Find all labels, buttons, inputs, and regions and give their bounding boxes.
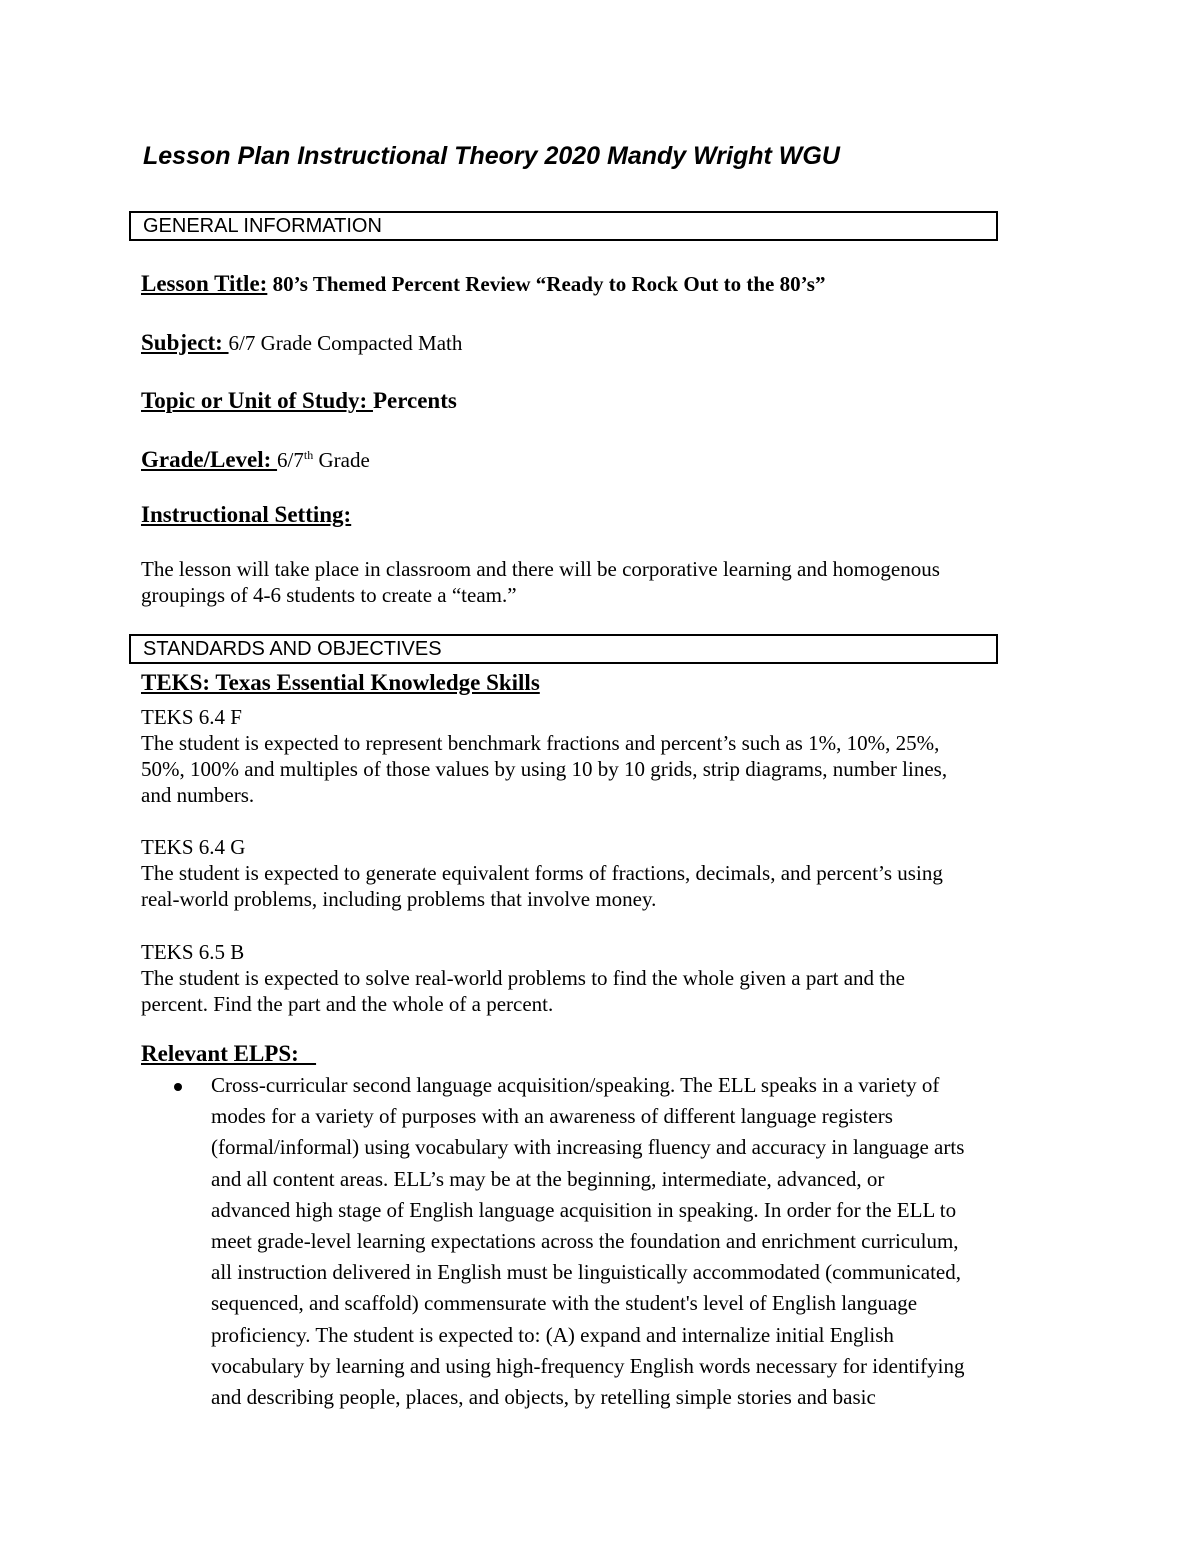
teks-code: TEKS 6.4 F [141,705,242,729]
paragraph-line: (formal/informal) using vocabulary with increasing fluency and accuracy in language arts [211,1135,965,1160]
instructional-setting-label: Instructional Setting: [141,502,352,527]
teks-standard-6-4-f [141,704,947,808]
topic-label: Topic or Unit of Study: [141,388,373,413]
grade-level-value [277,448,370,472]
paragraph-line: The student is expected to represent benchmark fractions and percent’s such as 1%, 10%, 25%, [141,731,940,755]
instructional-setting-text [141,556,940,608]
paragraph-line: all instruction delivered in English must be linguistically accommodated (communicated, [211,1260,961,1285]
section-header-general-information [129,211,998,241]
paragraph-line: sequenced, and scaffold) commensurate with the student's level of English language [211,1291,918,1316]
topic-value: Percents [372,388,457,413]
section-header-label: STANDARDS AND OBJECTIVES [143,638,442,660]
lesson-title-field [141,271,825,297]
teks-standard-6-5-b [141,939,905,1017]
lesson-title-value: 80’s Themed Percent Review “Ready to Rock Out to the 80’s” [272,272,826,296]
paragraph-line: meet grade-level learning expectations across the foundation and enrichment curriculum, [211,1229,959,1254]
instructional-setting-field [141,502,351,528]
grade-level-number: 6/7 [277,448,304,472]
grade-level-superscript: th [303,448,314,462]
elps-item-text [211,1070,964,1413]
paragraph-line: and describing people, places, and objects, by retelling simple stories and basic [211,1385,876,1410]
teks-standard-6-4-g [141,834,943,912]
grade-level-suffix: Grade [313,448,370,472]
document-title: Lesson Plan Instructional Theory 2020 Mandy Wright WGU [143,142,840,170]
topic-field [141,388,457,414]
grade-level-label: Grade/Level: [141,447,278,472]
teks-heading-text: TEKS: Texas Essential Knowledge Skills [141,670,540,695]
section-header-label: GENERAL INFORMATION [143,215,382,237]
lesson-title-label: Lesson Title: [141,271,268,296]
paragraph-line: proficiency. The student is expected to: (A) expand and internalize initial English [211,1322,894,1347]
paragraph-line: 50%, 100% and multiples of those values by using 10 by 10 grids, strip diagrams, number lines, [141,757,948,781]
paragraph-line: advanced high stage of English language acquisition in speaking. In order for the ELL to [211,1197,957,1222]
paragraph-line: The lesson will take place in classroom and there will be corporative learning and homogenous [141,557,940,581]
subject-label: Subject: [141,330,229,355]
paragraph-line: modes for a variety of purposes with an awareness of different language registers [211,1104,893,1129]
grade-level-field [141,447,370,473]
paragraph-line: The student is expected to generate equivalent forms of fractions, decimals, and percent’s using [141,861,943,885]
paragraph-line: and all content areas. ELL’s may be at the beginning, intermediate, advanced, or [211,1166,885,1191]
subject-value: 6/7 Grade Compacted Math [228,331,463,355]
teks-heading [141,670,540,696]
paragraph-line: and numbers. [141,783,255,807]
paragraph-line: Cross-curricular second language acquisition/speaking. The ELL speaks in a variety of [211,1073,940,1097]
paragraph-line: percent. Find the part and the whole of a percent. [141,992,554,1016]
elps-heading [141,1041,316,1067]
teks-code: TEKS 6.5 B [141,940,245,964]
paragraph-line: groupings of 4-6 students to create a “team.” [141,583,517,607]
paragraph-line: real-world problems, including problems that involve money. [141,887,657,911]
elps-heading-text: Relevant ELPS: [141,1041,317,1066]
subject-field [141,330,462,356]
teks-code: TEKS 6.4 G [141,835,246,859]
paragraph-line: The student is expected to solve real-world problems to find the whole given a part and the [141,966,905,990]
bullet-icon [174,1083,182,1091]
section-header-standards-and-objectives [129,634,998,664]
paragraph-line: vocabulary by learning and using high-frequency English words necessary for identifying [211,1353,965,1378]
